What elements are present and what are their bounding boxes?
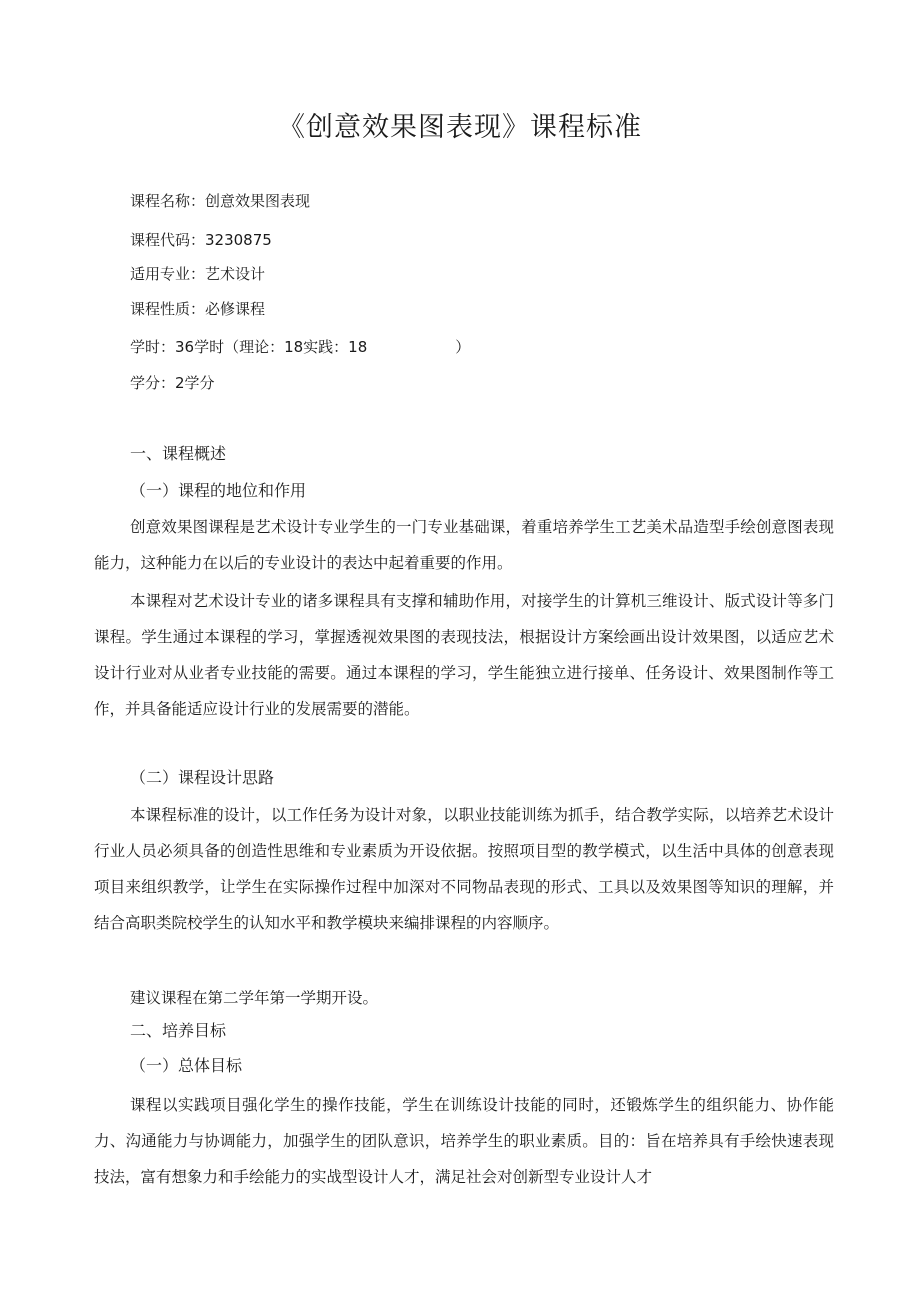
paragraph-design-1: 本课程标准的设计，以工作任务为设计对象，以职业技能训练为抓手，结合教学实际，以培养艺术设计行业人员必须具备的创造性思维和专业素质为开设依据。按照项目型的教学模式，以生活中具体的创意表现项目来组织教学，让学生在实际操作过程中加深对不同物品表现的形式、工具以及效果图等知识的理解，并结合高职类院校学生的认知水平和教学模块来编排课程的内容顺序。	[94, 806, 834, 932]
section-heading-overview: 一、课程概述	[130, 444, 227, 463]
paragraph-role-2: 本课程对艺术设计专业的诸多课程具有支撑和辅助作用，对接学生的计算机三维设计、版式设计等多门课程。学生通过本课程的学习，掌握透视效果图的表现技法，根据设计方案绘画出设计效果图，以适应艺术设计行业对从业者专业技能的需要。通过本课程的学习，学生能独立进行接单、任务设计、效果图制作等工作，并具备能适应设计行业的发展需要的潜能。	[94, 592, 834, 718]
document-title: 《创意效果图表现》课程标准	[278, 112, 642, 143]
subsection-heading-design: （二）课程设计思路	[130, 768, 275, 787]
subsection-heading-role: （一）课程的地位和作用	[130, 481, 307, 500]
subsection-heading-overall-goal: （一）总体目标	[130, 1056, 243, 1075]
meta-credits: 学分：2学分	[130, 374, 215, 392]
meta-course-code: 课程代码：3230875	[130, 231, 272, 249]
paragraph-role-1: 创意效果图课程是艺术设计专业学生的一门专业基础课，着重培养学生工艺美术品造型手绘创意图表现能力，这种能力在以后的专业设计的表达中起着重要的作用。	[94, 518, 834, 572]
section-heading-goals: 二、培养目标	[130, 1021, 227, 1040]
paragraph-overall-goal: 课程以实践项目强化学生的操作技能，学生在训练设计技能的同时，还锻炼学生的组织能力、协作能力、沟通能力与协调能力，加强学生的团队意识，培养学生的职业素质。目的：旨在培养具有手绘快速表现技法，富有想象力和手绘能力的实战型设计人才，满足社会对创新型专业设计人才	[94, 1096, 834, 1186]
meta-major: 适用专业：艺术设计	[130, 265, 266, 283]
meta-hours	[130, 336, 470, 358]
meta-hours-close: ）	[455, 338, 471, 356]
meta-course-name: 课程名称：创意效果图表现	[130, 192, 311, 210]
paragraph-design-2: 建议课程在第二学年第一学期开设。	[130, 989, 379, 1007]
meta-hours-main: 学时：36学时（理论：18实践：18	[130, 338, 368, 356]
meta-nature: 课程性质：必修课程	[130, 300, 266, 318]
